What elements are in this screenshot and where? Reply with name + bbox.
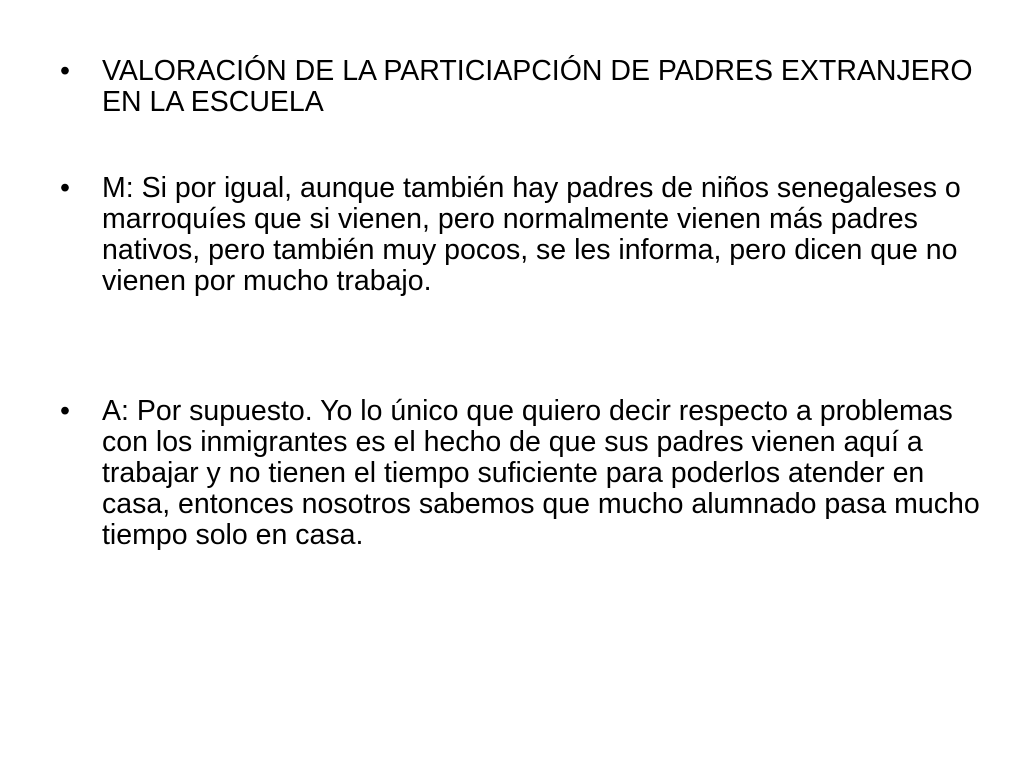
bullet-item-m-response: [60, 173, 980, 297]
bullet-icon: •: [60, 395, 70, 427]
bullet-text: VALORACIÓN DE LA PARTICIAPCIÓN DE PADRES EXTRANJERO EN LA ESCUELA: [102, 55, 973, 118]
bullet-text: A: Por supuesto. Yo lo único que quiero decir respecto a problemas con los inmigrantes es el hecho de que sus padres vienen aquí a trabajar y no tienen el tiempo suficiente para poderlos atender en casa, entonces nosotros sabemos que mucho alumnado pasa mucho tiempo solo en casa.: [102, 395, 980, 551]
bullet-item-title: [60, 56, 980, 118]
bullet-icon: •: [60, 55, 70, 87]
bullet-list: [60, 56, 980, 551]
bullet-icon: •: [60, 172, 70, 204]
bullet-item-a-response: [60, 396, 980, 551]
bullet-text: M: Si por igual, aunque también hay padres de niños senegaleses o marroquíes que si vienen, pero normalmente vienen más padres nativos, pero también muy pocos, se les informa, pero dicen que no vienen por mucho trabajo.: [102, 172, 961, 297]
